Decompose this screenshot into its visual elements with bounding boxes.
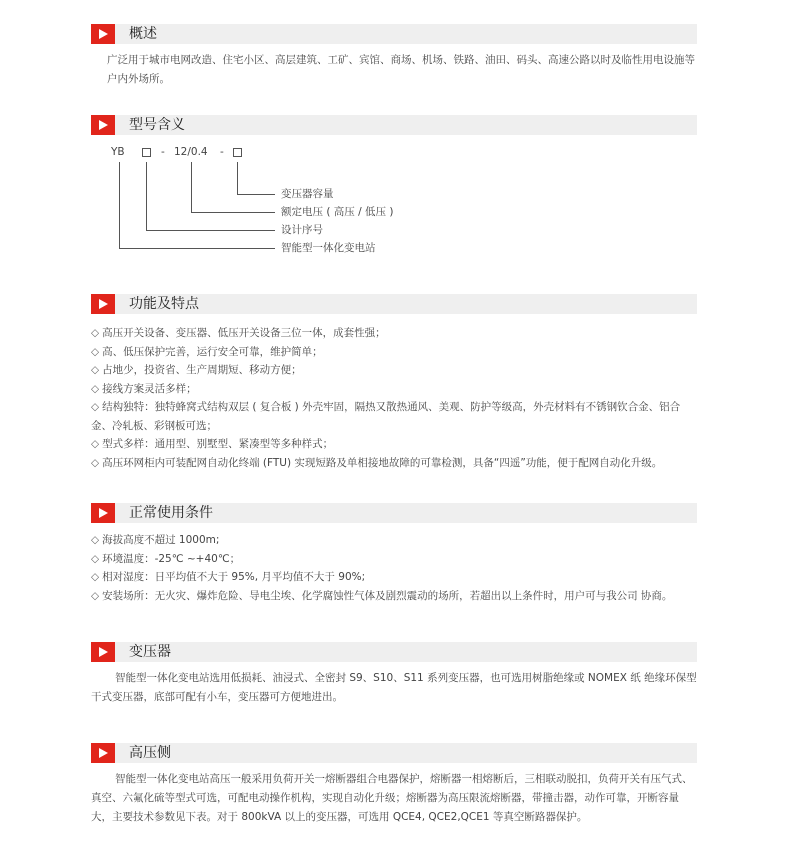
- model-label-voltage: 额定电压 ( 高压 / 低压 ): [281, 206, 394, 218]
- model-box-1: [142, 148, 151, 157]
- model-label-design: 设计序号: [281, 224, 323, 236]
- section-features: [91, 294, 697, 314]
- diagram-line: [119, 162, 120, 248]
- diamond-icon: ◇: [91, 401, 100, 413]
- section-overview: [91, 24, 697, 89]
- list-item: ◇ 高压开关设备、变压器、低压开关设备三位一体，成套性强；: [91, 327, 386, 339]
- play-arrow-icon: [91, 294, 115, 314]
- play-arrow-icon: [91, 115, 115, 135]
- diamond-icon: ◇: [91, 345, 100, 358]
- model-voltage: 12/0.4: [174, 146, 208, 158]
- diagram-line: [237, 194, 275, 195]
- section-title: 高压侧: [129, 745, 171, 761]
- list-item: ◇ 结构独特：独特蜂窝式结构双层 ( 复合板 ) 外壳牢固，隔热又散热通风、美观、防护等级高，外壳材料有不锈钢钦合金、铝合金、冷轧板、彩钢板可选；: [91, 401, 681, 432]
- diamond-icon: ◇: [91, 456, 100, 469]
- diamond-icon: ◇: [91, 534, 100, 546]
- diamond-icon: ◇: [91, 382, 100, 395]
- overview-text: 广泛用于城市电网改造、住宅小区、高层建筑、工矿、宾馆、商场、机场、铁路、油田、码头、高速公路以时及临性用电设施等户内外场所。: [107, 54, 695, 85]
- section-conditions: [91, 503, 697, 523]
- section-header: [91, 115, 697, 135]
- list-item: ◇ 高、低压保护完善，运行安全可靠，维护简单；: [91, 345, 323, 358]
- list-item: ◇ 接线方案灵活多样；: [91, 382, 197, 395]
- model-prefix: YB: [111, 146, 125, 158]
- diagram-line: [237, 162, 238, 194]
- list-item: ◇ 占地少，投资省、生产周期短、移动方便；: [91, 364, 302, 376]
- model-diagram: [105, 140, 505, 260]
- list-item: ◇ 安装场所：无火灾、爆炸危险、导电尘埃、化学腐蚀性气体及剧烈震动的场所，若超出以上条件时，用户可与我公司 协商。: [91, 589, 673, 602]
- diamond-icon: ◇: [91, 438, 100, 450]
- play-arrow-icon: [91, 24, 115, 44]
- features-list: [91, 324, 701, 472]
- diagram-line: [146, 230, 275, 231]
- section-header: [91, 743, 697, 763]
- section-hv-side: [91, 743, 697, 827]
- transformer-text: 智能型一体化变电站选用低损耗、油浸式、全密封 S9、S10、S11 系列变压器，也可选用树脂绝缘或 NOMEX 纸 绝缘环保型干式变压器，底部可配有小车，变压器可方便地进出。: [91, 672, 697, 703]
- conditions-list: [91, 531, 701, 605]
- model-label-capacity: 变压器容量: [281, 188, 334, 200]
- list-item: ◇ 型式多样：通用型、别墅型、紧凑型等多种样式；: [91, 438, 334, 450]
- list-item: ◇ 海拔高度不超过 1000m;: [91, 534, 220, 546]
- model-label-product: 智能型一体化变电站: [281, 242, 376, 254]
- section-title: 概述: [129, 26, 157, 42]
- section-title: 正常使用条件: [129, 505, 213, 521]
- diamond-icon: ◇: [91, 589, 100, 602]
- diagram-line: [191, 162, 192, 212]
- play-arrow-icon: [91, 642, 115, 662]
- model-box-2: [233, 148, 242, 157]
- diagram-line: [146, 162, 147, 230]
- diamond-icon: ◇: [91, 571, 100, 583]
- section-header: [91, 503, 697, 523]
- section-header: [91, 294, 697, 314]
- section-title: 功能及特点: [129, 296, 199, 312]
- diamond-icon: ◇: [91, 327, 100, 339]
- list-item: ◇ 环境温度：-25℃ ~+40℃；: [91, 552, 241, 565]
- section-header: [91, 642, 697, 662]
- diamond-icon: ◇: [91, 364, 100, 376]
- model-dash-2: -: [220, 146, 224, 158]
- section-transformer: [91, 642, 697, 707]
- list-item: ◇ 高压环网柜内可装配网自动化终端 (FTU) 实现短路及单相接地故障的可靠检测，具备“四遥”功能，便于配网自动化升级。: [91, 456, 663, 469]
- section-header: [91, 24, 697, 44]
- model-dash-1: -: [161, 146, 165, 158]
- diagram-line: [191, 212, 275, 213]
- section-title: 型号含义: [129, 117, 185, 133]
- diamond-icon: ◇: [91, 552, 100, 565]
- diagram-line: [119, 248, 275, 249]
- hv-side-text: 智能型一体化变电站高压一般采用负荷开关一熔断器组合电器保护，熔断器一相熔断后，三相联动脱扣，负荷开关有压气式、真空、六氟化硫等型式可选，可配电动操作机构，实现自动化升级；熔断器为高压限流熔断器，带撞击器，动作可靠，开断容量大，主要技术参数见下表。对于 800kVA 以上的变压器，可选用 QCE4, QCE2,QCE1 等真空断路器保护。: [91, 773, 693, 823]
- section-model: [91, 115, 697, 135]
- play-arrow-icon: [91, 743, 115, 763]
- section-title: 变压器: [129, 644, 171, 660]
- play-arrow-icon: [91, 503, 115, 523]
- list-item: ◇ 相对湿度：日平均值不大于 95%, 月平均值不大于 90%;: [91, 571, 366, 583]
